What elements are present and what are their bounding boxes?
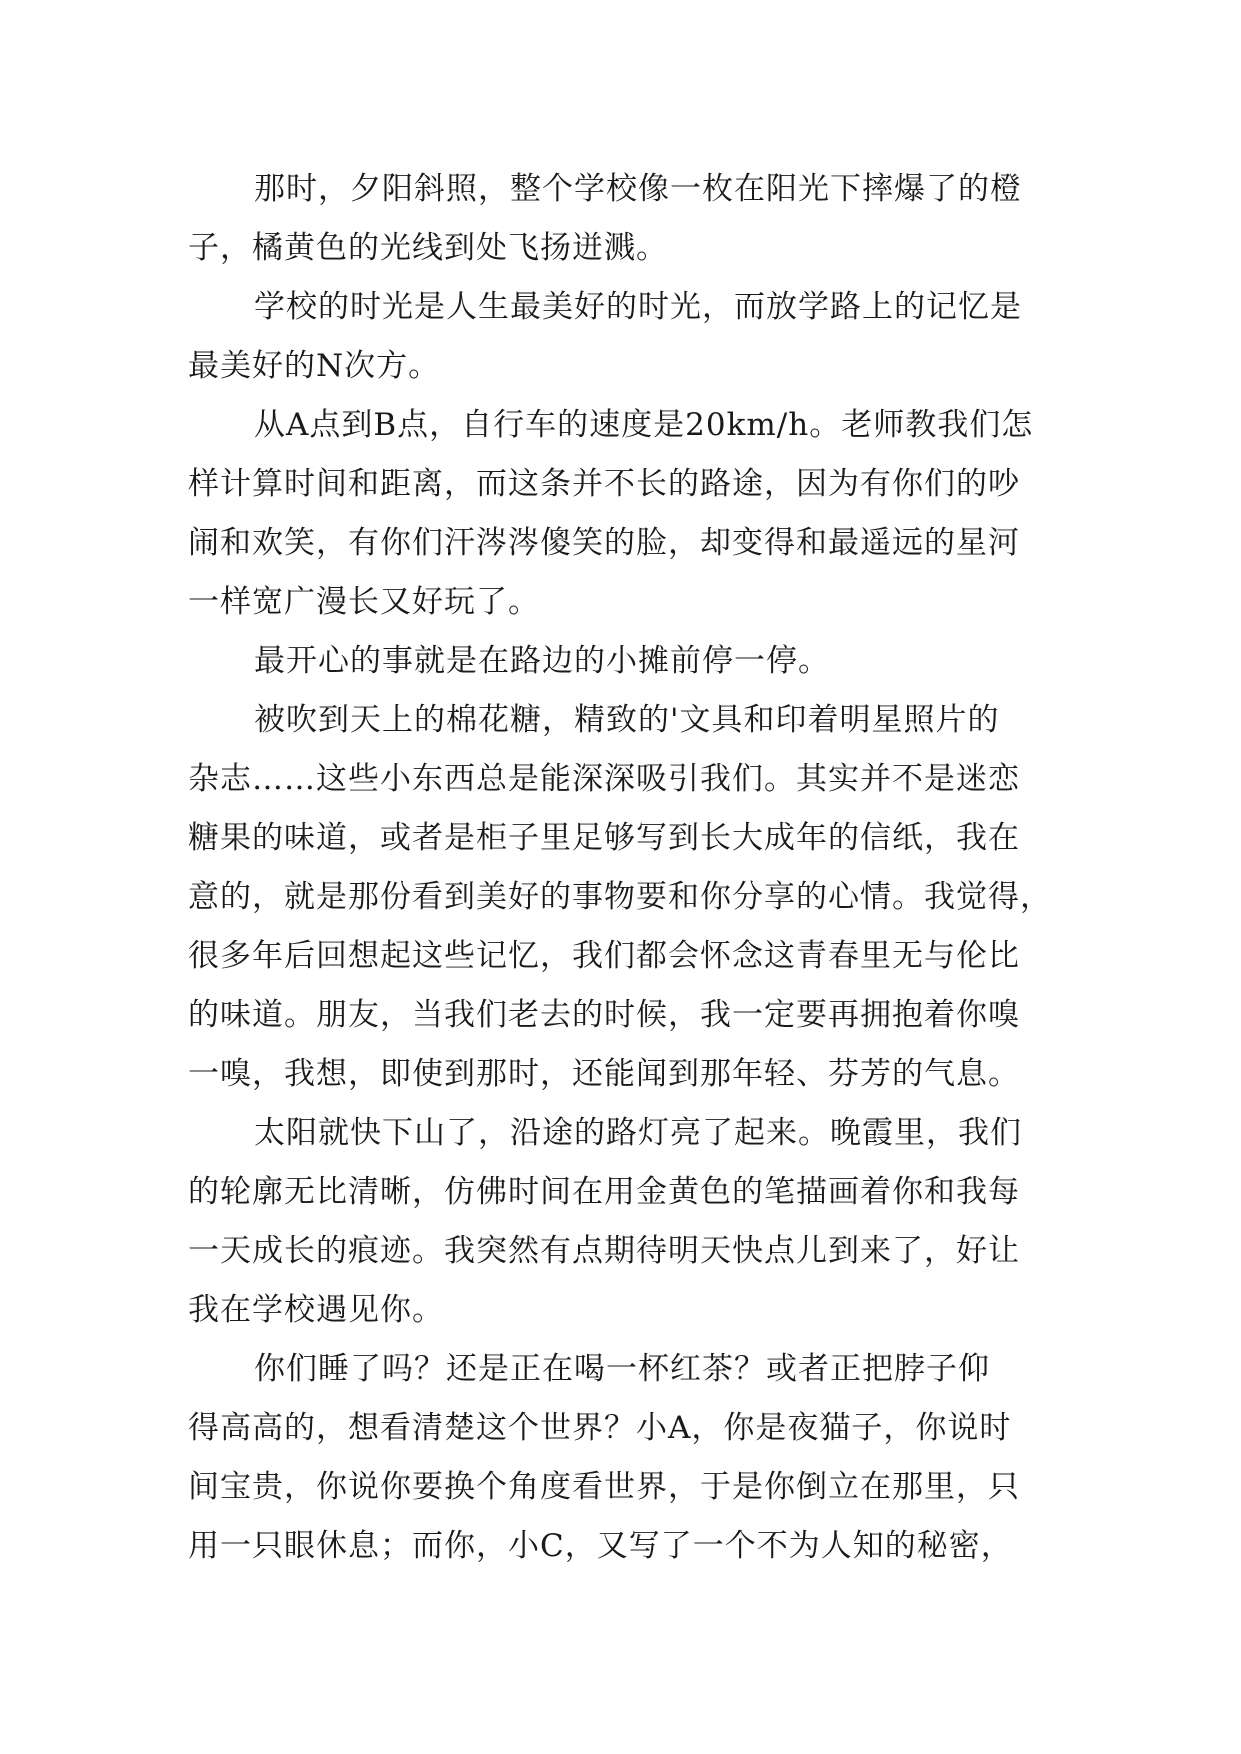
text-line: 学校的时光是人生最美好的时光，而放学路上的记忆是 [254, 289, 1022, 325]
text-line: 子，橘黄色的光线到处飞扬迸溅。 [188, 230, 668, 266]
text-line: 闹和欢笑，有你们汗涔涔傻笑的脸，却变得和最遥远的星河 [188, 525, 1020, 561]
text-line: 被吹到天上的棉花糖，精致的'文具和印着明星照片的 [254, 702, 1000, 738]
text-line: 那时，夕阳斜照，整个学校像一枚在阳光下摔爆了的橙 [254, 171, 1022, 207]
text-line: 很多年后回想起这些记忆，我们都会怀念这青春里无与伦比 [188, 938, 1020, 974]
text-line: 最美好的N次方。 [188, 348, 441, 384]
text-line: 样计算时间和距离，而这条并不长的路途，因为有你们的吵 [188, 466, 1020, 502]
text-line: 我在学校遇见你。 [188, 1292, 444, 1328]
text-line: 用一只眼休息；而你，小C，又写了一个不为人知的秘密， [188, 1528, 1013, 1564]
text-line: 一天成长的痕迹。我突然有点期待明天快点儿到来了，好让 [188, 1233, 1020, 1269]
text-line: 从A点到B点，自行车的速度是20km/h。老师教我们怎 [254, 407, 1034, 443]
text-line: 糖果的味道，或者是柜子里足够写到长大成年的信纸，我在 [188, 820, 1020, 856]
text-line: 得高高的，想看清楚这个世界？小A，你是夜猫子，你说时 [188, 1410, 1012, 1446]
text-line: 间宝贵，你说你要换个角度看世界，于是你倒立在那里，只 [188, 1469, 1020, 1505]
text-line: 最开心的事就是在路边的小摊前停一停。 [254, 643, 830, 679]
body-text [188, 160, 1058, 1576]
text-line: 一样宽广漫长又好玩了。 [188, 584, 540, 620]
text-line: 太阳就快下山了，沿途的路灯亮了起来。晚霞里，我们 [254, 1115, 1022, 1151]
text-line: 一嗅，我想，即使到那时，还能闻到那年轻、芬芳的气息。 [188, 1056, 1020, 1092]
text-line: 的轮廓无比清晰，仿佛时间在用金黄色的笔描画着你和我每 [188, 1174, 1020, 1210]
text-line: 的味道。朋友，当我们老去的时候，我一定要再拥抱着你嗅 [188, 997, 1020, 1033]
text-line: 意的，就是那份看到美好的事物要和你分享的心情。我觉得， [188, 879, 1052, 915]
text-line: 你们睡了吗？还是正在喝一杯红茶？或者正把脖子仰 [254, 1351, 990, 1387]
text-line: 杂志……这些小东西总是能深深吸引我们。其实并不是迷恋 [188, 761, 1020, 797]
